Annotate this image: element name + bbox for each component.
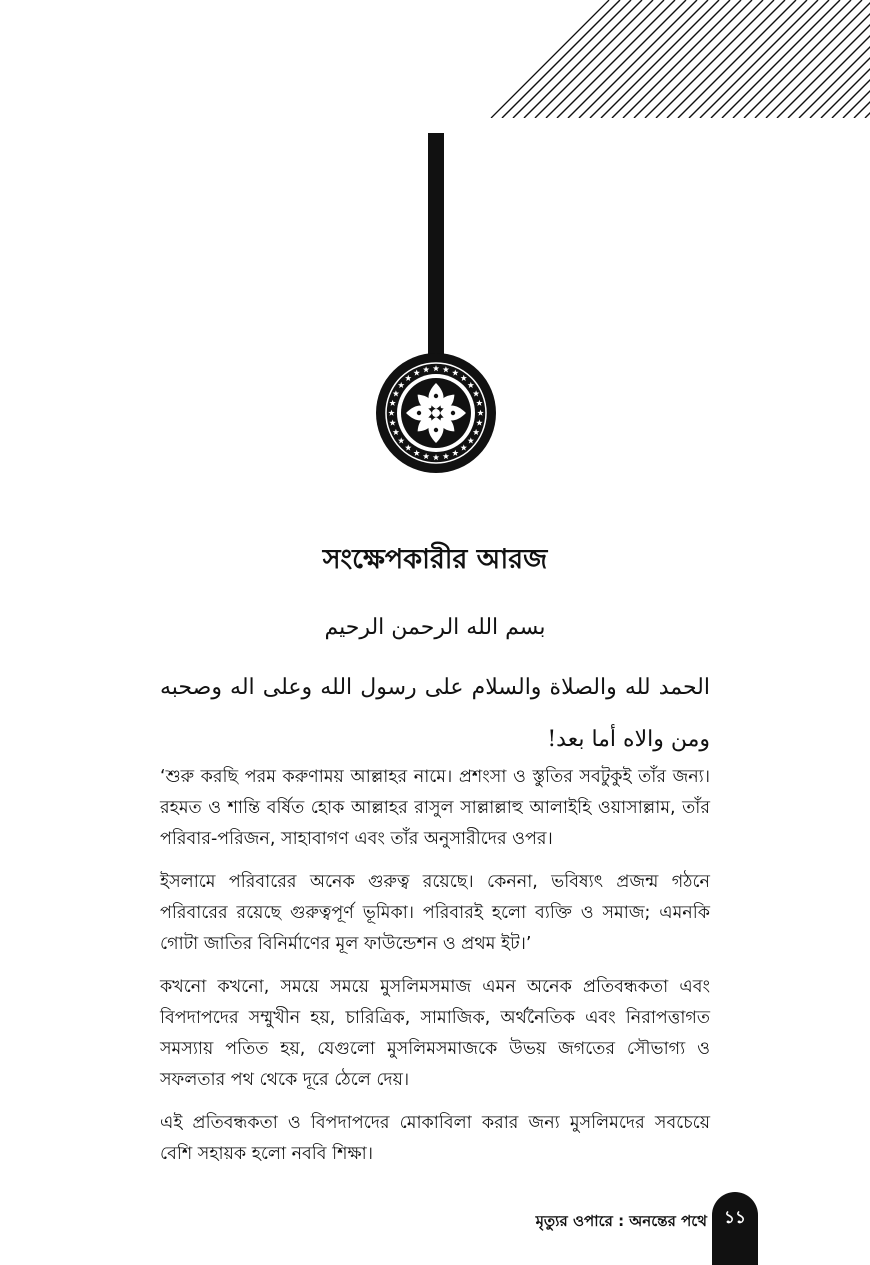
chapter-title: সংক্ষেপকারীর আরজ [322, 544, 548, 575]
hamd-arabic-text: الحمد لله والصلاة والسلام على رسول الله وعلى اله وصحبه ومن والاه أما بعد! [160, 675, 710, 752]
paragraph-2: ইসলামে পরিবারের অনেক গুরুত্ব রয়েছে। কেননা, ভবিষ্যৎ প্রজন্ম গঠনে পরিবারের রয়েছে গুরুত্বপূর্ণ ভূমিকা। পরিবারই হলো ব্যক্তি ও সমাজ; এমনকি গোটা জাতির বিনির্মাণের মূল ফাউন্ডেশন ও প্রথম ইট।’ [160, 872, 710, 954]
footer-book-title: মৃত্যুর ওপারে : অনন্তের পথে [535, 1212, 707, 1230]
paragraph-3: কখনো কখনো, সময়ে সময়ে মুসলিমসমাজ এমন অনেক প্রতিবন্ধকতা এবং বিপদাপদের সম্মুখীন হয়, চারিত্রিক, সামাজিক, অর্থনৈতিক এবং নিরাপত্তাগত সমস্যায় পতিত হয়, যেগুলো মুসলিমসমাজকে উভয় জগতের সৌভাগ্য ও সফলতার পথ থেকে দূরে ঠেলে দেয়। [160, 977, 710, 1090]
medallion-ornament-icon [376, 133, 496, 473]
page-footer [470, 1190, 870, 1265]
page-number: ১১ [723, 1208, 747, 1228]
basmala: بسم الله الرحمن الرحيم [324, 615, 546, 640]
paragraph-1: ‘শুরু করছি পরম করুণাময় আল্লাহর নামে। প্রশংসা ও স্তুতির সবটুকুই তাঁর জন্য। রহমত ও শান্তি বর্ষিত হোক আল্লাহর রাসুল সাল্লাল্লাহু আলাইহি ওয়াসাল্লাম, তাঁর পরিবার-পরিজন, সাহাবাগণ এবং তাঁর অনুসারীদের ওপর। [160, 767, 710, 849]
body-text [160, 762, 710, 1182]
page-number-tab [712, 1192, 758, 1265]
paragraph-4: এই প্রতিবন্ধকতা ও বিপদাপদের মোকাবিলা করার জন্য মুসলিমদের সবচেয়ে বেশি সহায়ক হলো নববি শিক্ষা। [160, 1113, 710, 1164]
corner-hatch-decoration [490, 0, 870, 118]
